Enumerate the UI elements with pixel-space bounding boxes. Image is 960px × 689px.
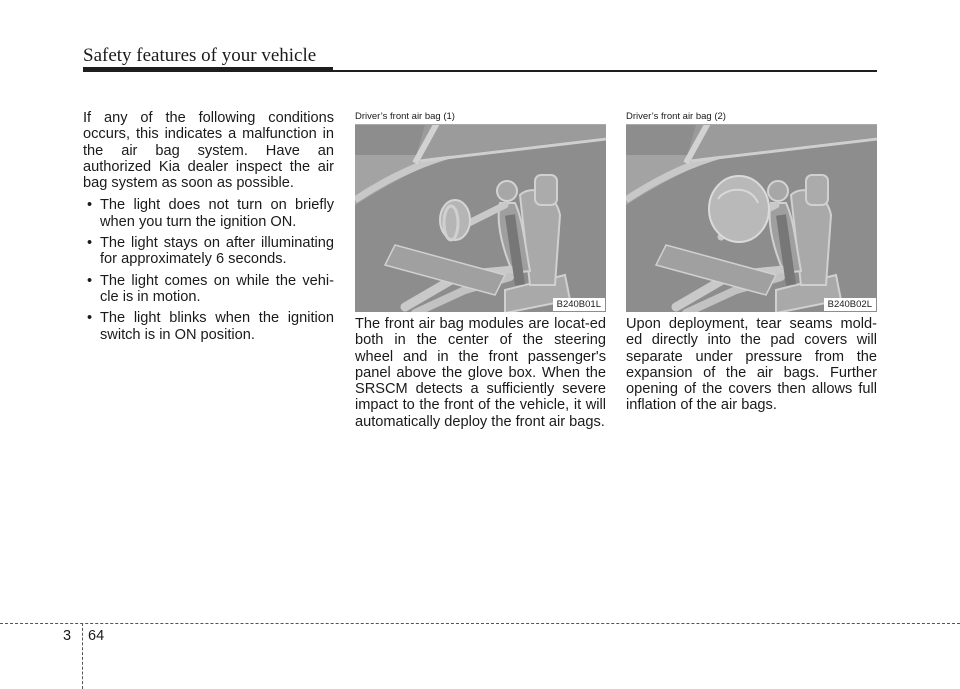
footer-vertical-rule [82, 623, 83, 689]
text-column-2 [355, 316, 606, 430]
list-item [83, 235, 334, 268]
bullet-mark: • [87, 272, 93, 289]
list-item [83, 273, 334, 306]
figure-code: B240B01L [553, 298, 605, 311]
bullet-mark: • [87, 197, 93, 214]
figure-code: B240B02L [824, 298, 876, 311]
list-item [83, 197, 334, 230]
footer-rule [0, 623, 960, 624]
intro-paragraph: If any of the following conditions occurs, this indicates a malfunction in the air bag system. Have an authorized Kia dealer inspect the air bag system as soon as possible. [83, 110, 334, 192]
list-item-text: The light comes on while the vehi-cle is in motion. [100, 272, 334, 305]
bullet-mark: • [87, 235, 93, 252]
bullet-mark: • [87, 310, 93, 327]
list-item [83, 310, 334, 343]
chapter-number: 3 [63, 628, 72, 644]
figure-caption: Driver’s front air bag (1) [355, 111, 455, 122]
driver-airbag-illustration [355, 125, 606, 312]
airbag-deployment-paragraph: Upon deployment, tear seams mold-ed directly into the pad covers will separate under pressure from the expansion of the air bags. Further opening of the covers then allows full inflation of the air bags. [626, 316, 877, 414]
list-item-text: The light does not turn on briefly when you turn the ignition ON. [100, 197, 334, 230]
text-column-3 [626, 316, 877, 414]
figure-caption: Driver’s front air bag (2) [626, 111, 726, 122]
text-column-1 [83, 110, 334, 348]
driver-airbag-illustration [626, 125, 877, 312]
malfunction-list [83, 197, 334, 342]
airbag-illustration-2 [626, 124, 877, 312]
figure-airbag-2 [626, 110, 877, 312]
page-number: 64 [88, 628, 105, 644]
airbag-illustration-1 [355, 124, 606, 312]
list-item-text: The light stays on after illuminating for approximately 6 seconds. [100, 235, 334, 268]
header-rule-thick [83, 67, 333, 72]
header-rule-thin [333, 70, 877, 72]
airbag-location-paragraph: The front air bag modules are locat-ed both in the center of the steering wheel and in the front passenger's panel above the glove box. When the SRSCM detects a sufficiently severe impact to the front of the vehicle, it will automatically deploy the front air bags. [355, 316, 606, 430]
page-header-title: Safety features of your vehicle [83, 45, 317, 66]
list-item-text: The light blinks when the ignition switch is in ON position. [100, 310, 334, 343]
figure-airbag-1 [355, 110, 606, 312]
